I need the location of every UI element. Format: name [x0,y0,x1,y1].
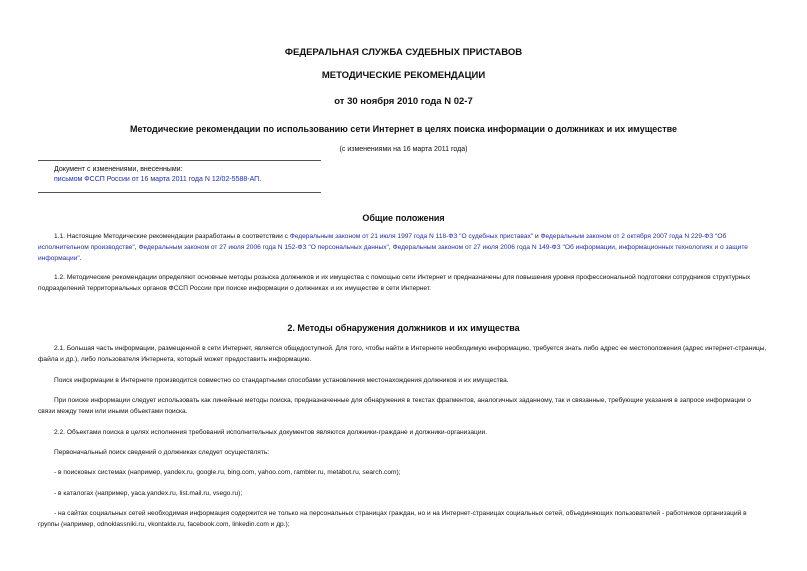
section1-para-1 [38,231,769,264]
section2-para-1 [38,343,769,365]
section2-heading: 2. Методы обнаружения должников и их имущества [287,323,520,333]
document-title: Методические рекомендации по использованию сети Интернет в целях поиска информации о должниках и их имуществе [129,124,678,134]
para-text: 2.2. Объектами поиска в целях исполнения требований исполнительных документов являются должники-граждане и должники-организации. [54,429,488,436]
date-number: от 30 ноября 2010 года N 02-7 [334,96,473,107]
law-link-149[interactable]: Федеральным законом от 27 июля 2006 года N 149-ФЗ "Об информации, информационных технологиях и о защите информации" [38,244,748,262]
changes-link[interactable]: письмом ФССП России от 16 марта 2011 года N 12/02-5588-АП. [54,176,262,183]
list-item-catalogs [38,488,769,499]
section2-para-5 [38,447,769,458]
section2-para-3 [38,395,769,417]
section1-para-2 [38,272,769,294]
list-item-social-networks [38,508,769,530]
section2-para-2 [38,375,769,386]
para-text: , [134,244,139,251]
list-item-search-engines [38,467,769,478]
para-text: 1.2. Методические рекомендации определяют основные методы розыска должников и их имущества с помощью сети Интернет и предназначены для повышения уровня профессиональной подготовки сотрудников структурных подразделений территориальных органов ФССП России при поиске информации о должниках и их имуществе в сети Интернет. [38,274,751,292]
section2-para-4 [38,427,769,438]
changes-block [54,165,261,185]
para-text: - в каталогах (например, yaca.yandex.ru, list.mail.ru, vsego.ru); [54,490,243,497]
changes-label: Документ с изменениями, внесенными: [54,166,183,173]
para-text: . [79,255,82,262]
section1-heading: Общие положения [362,213,445,223]
amend-note: (с изменениями на 16 марта 2011 года) [339,146,468,153]
para-text: Первоначальный поиск сведений о должниках следует осуществлять: [54,449,270,456]
doc-type-title: МЕТОДИЧЕСКИЕ РЕКОМЕНДАЦИИ [321,70,486,81]
para-text: , [388,244,393,251]
para-text: 1.1. Настоящие Методические рекомендации разработаны в соответствии с [54,233,290,240]
para-text: 2.1. Большая часть информации, размещенной в сети Интернет, является общедоступной. Для того, чтобы найти в Интернете необходимую информацию, требуется знать либо адрес ее местоположения (адрес интернет-страницы, файла и др.), либо пользователя Интернета, который может предоставить информацию. [38,345,767,363]
law-link-118[interactable]: Федеральным законом от 21 июля 1997 года N 118-ФЗ "О судебных приставах" [289,233,534,240]
divider-top [38,160,321,161]
para-text: При поиске информации следует использовать как линейные методы поиска, предназначенные для обнаружения в текстах фрагментов, аналогичных заданному, так и связанные, требующие указания в запросе информации о связи между теми или иными объектами поиска. [38,397,751,415]
para-text: Поиск информации в Интернете производится совместно со стандартными способами установления местонахождения должников и их имущества. [54,377,509,384]
agency-title: ФЕДЕРАЛЬНАЯ СЛУЖБА СУДЕБНЫХ ПРИСТАВОВ [284,47,523,58]
para-text: - на сайтах социальных сетей необходимая информация содержится не только на персональных страницах граждан, но и на Интернет-страницах социальных сетей, объединяющих пользователей - работников организаций в группы (например, odnoklassniki.ru, vkontakte.ru, facebook.com, linkedin.com и др.); [38,510,747,528]
law-link-229[interactable]: Федеральным законом от 2 октября 2007 года N 229-ФЗ "Об исполнительном производстве" [38,233,727,251]
para-text: - в поисковых системах (например, yandex.ru, google.ru, bing.com, yahoo.com, rambler.ru, metabot.ru, search.com); [54,469,401,476]
para-text: и [533,233,541,240]
divider-bottom [38,192,321,193]
law-link-152[interactable]: Федеральным законом от 27 июля 2006 года N 152-ФЗ "О персональных данных" [138,244,389,251]
